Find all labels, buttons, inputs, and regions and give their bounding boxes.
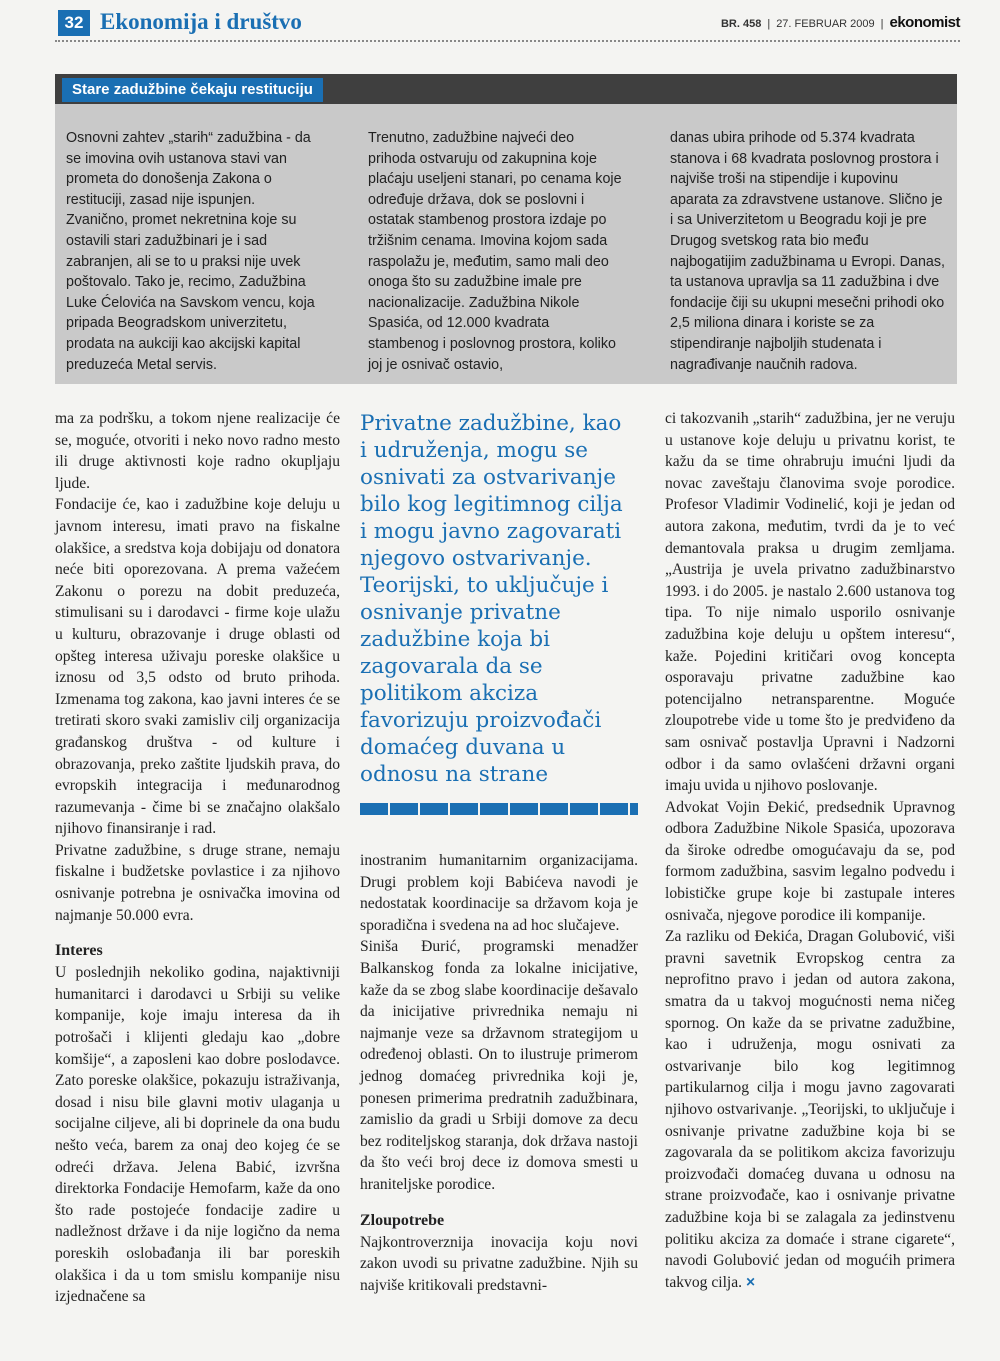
header-rule: [55, 40, 960, 42]
info-box-column-3: [670, 128, 948, 375]
info-box-text: danas ubira prihode od 5.374 kvadrata stanova i 68 kvadrata poslovnog prostora i najviše troši na stipendije i kupovinu aparata za zdravstvene ustanove. Slično je i sa Univerzitetom u Beogradu koji je pre Drugog svetskog rata bio među najbogatijim zadužbinama u Evropi. Danas, ta ustanova upravlja sa 11 zadužbina i dve fondacije čiji su ukupni mesečni prihodi oko 2,5 miliona dinara i koriste se za stipendiranje najboljih studenata i nagrađivanje naučnih radova.: [670, 130, 945, 373]
pull-quote: Privatne zadužbine, kao i udruženja, mogu se osnivati za ostvarivanje bilo kog legitimnog cilja i mogu javno zagovarati njegovo ostvarivanje. Teorijski, to uključuje i osnivanje privatne zadužbine koja bi zagovarala da se politikom akciza favorizuju proizvođači domaćeg duvana u odnosu na strane: [360, 411, 623, 787]
paragraph: Advokat Vojin Đekić, predsednik Upravnog odbora Zadužbine Nikole Spasića, upozorava da široke odredbe omogućavaju da se, pod formom zadužbina, sasvim legalno podvedu i lobističke grupe koje bi zastupale interes osnivača, njegove porodice ili kompanije.: [665, 798, 955, 924]
info-box-text: Trenutno, zadužbine najveći deo prihoda ostvaruju od zakupnina koje plaćaju useljeni stanari, po cenama koje određuje država, dok se poslovni i ostatak stambenog prostora izdaje po tržišnim cenama. Imovina kojom sada raspolažu je, međutim, samo mali deo onoga što su zadužbine imale pre nacionalizacije. Zadužbina Nikole Spasića, od 12.000 kvadrata stambenog i poslovnog prostora, koliko joj je osnivač ostavio,: [368, 130, 622, 373]
issue-number: BR. 458: [720, 18, 762, 30]
page-number: 32: [58, 10, 90, 36]
article-column-1: [55, 408, 340, 1308]
magazine-logo: ekonomist: [889, 14, 960, 31]
paragraph: U poslednjih nekoliko godina, najaktivniji humanitarci i darodavci u Srbiji su velike kompanije, koje imaju interesa da ih potrošači i klijenti gledaju kao „dobre komšije“, a zaposleni kao dobre poslodavce. Zato poreske olakšice, pokazuju istraživanja, dosad i nisu bile glavni motiv ulaganja u socijalne ciljeve, ali bi doprinele da ona budu nešto veća, barem za onaj deo kojeg će se odreći država. Jelena Babić, izvršna direktorka Fondacije Hemofarm, kaže da ono što rade postojeće fondacije zadire u nadležnost države i da nije logično da nema poreskih oslobađanja ili bar poreskih olakšica i da u tom smislu kompanije nisu izjednačene sa: [55, 964, 340, 1306]
paragraph-text: Za razliku od Đekića, Dragan Golubović, viši pravni savetnik Evropskog centra za neprofitno pravo i jedan od autora zakona, smatra da u takvoj mogućnosti nema ničeg spornog. On kaže da se privatne zadužbine, kao i udruženja, mogu osnivati za ostvarivanje bilo kog legitimnog partikularnog cilja i mogu javno zagovarati njihovo ostvarivanje. „Teorijski, to uključuje i osnivanje privatne zadužbine koja bi se zagovarala da se politikom akciza favorizuju proizvođači domaćeg duvana u odnosu na strane proizvođače, kao i osnivanje privatne zadužbine koja bi se zalagala za jedinstvenu politiku akciza za domaće i strane cigarete“, navodi Golubović jedan od mogućih primera takvog cilja.: [665, 928, 955, 1291]
subheading-zloupotrebe: Zloupotrebe: [360, 1211, 445, 1229]
issue-info: BR. 458 | 27. FEBRUAR 2009 | ekonomist: [720, 14, 960, 31]
paragraph: ma za podršku, a tokom njene realizacije će se, moguće, otvoriti i neko novo radno mesto ili druge aktivnosti koje radno okupljaju ljude.: [55, 410, 340, 492]
paragraph: Fondacije će, kao i zadužbine koje deluju u javnom interesu, imati pravo na fiskalne olakšice, a sredstva koja dobijaju od donatora neće biti oporezovana. A prema važećem Zakonu o porezu na dobit preduzeća, stimulisani su i darodavci - firme koje ulažu u kulturu, obrazovanje i druge oblasti od opšteg interesa uživaju poreske olakšice u iznosu od 3,5 odsto od bruto prihoda. Izmenama tog zakona, kao javni interes će se tretirati skoro svaki zamisliv cilj organizacija građanskog društva - od kulture i obrazovanja, preko zaštite ljudskih prava, do evropskih integracija i međunarodnog razumevanja - čime bi se značajno olakšalo njihovo finansiranje i rad.: [55, 496, 340, 838]
end-mark-icon: ×: [745, 1273, 756, 1291]
paragraph: Siniša Đurić, programski menadžer Balkanskog fonda za lokalne inicijative, kaže da se zbog slabe koordinacije dešavalo da inicijative privrednika nemaju ni najmanje veze sa državnom strategijom u određenoj oblasti. On to ilustruje primerom jednog domaćeg privrednika koji je, ponesen primerima predratnih zadužbinara, zamislio da gradi u Srbiji domove za decu bez roditeljskog staranja, dok država nastoji da što veći broj dece iz domova smesti u hraniteljske porodice.: [360, 938, 638, 1193]
section-title: Ekonomija i društvo: [100, 9, 302, 34]
paragraph: [665, 926, 955, 1293]
article-column-3: [665, 408, 955, 1293]
paragraph: Privatne zadužbine, s druge strane, nemaju fiskalne i budžetske povlastice i za njihovo osnivanje potrebna je osnivačka imovina od najmanje 50.000 evra.: [55, 841, 340, 924]
pull-quote-divider: [360, 803, 638, 815]
paragraph: inostranim humanitarnim organizacijama. Drugi problem koji Babićeva navodi je nedostatak koordinacije sa državom koja je sporadična i svedena na ad hoc slučajeve.: [360, 852, 638, 934]
info-box-title: Stare zadužbine čekaju restituciju: [62, 78, 323, 102]
info-box-column-1: [66, 128, 321, 375]
paragraph: Najkontroverznija inovacija koju novi zakon uvodi su privatne zadužbine. Njih su najviše kritikovali predstavni-: [360, 1233, 638, 1294]
paragraph: ci takozvanih „starih“ zadužbina, jer ne veruju u ustanove koje deluju u privatnu korist, te kažu da se time ohrabruju imućni ljudi da novac zaveštaju članovima svoje porodice. Profesor Vladimir Vodinelić, koji je jedan od autora zakona, međutim, tvrdi da je to već demantovala praksa u drugim zemljama. „Austrija je uvela privatno zadužbinarstvo 1993. i do 2005. je nastalo 2.600 ustanova tog tipa. To nije nimalo usporilo osnivanje zadužbina koje deluju u opštem interesu“, kaže. Pojedini kritičari ovog koncepta osporavaju privatne zadužbine kao potencijalno netransparentne. Moguće zloupotrebe vide u tome što je predviđeno da sam osnivač postavlja Upravni i Nadzorni odbor i da samo ovlašćeni državni organi imaju uvida u njihovo poslovanje.: [665, 410, 955, 795]
issue-date: 27. FEBRUAR 2009: [776, 18, 875, 30]
info-box-column-2: [368, 128, 623, 375]
subheading-interes: Interes: [55, 942, 103, 960]
info-box-text: Osnovni zahtev „starih“ zadužbina - da se imovina ovih ustanova stavi van prometa do donošenja Zakona o restituciji, zasad nije ispunjen. Zvanično, promet nekretnina koje su ostavili stari zadužbinari je i sad zabranjen, ali se to u praksi nije uvek poštovalo. Tako je, recimo, Zadužbina Luke Ćelovića na Savskom vencu, koja pripada Beogradskom univerzitetu, prodata na aukciji kao akcijski kapital preduzeća Metal servis.: [66, 130, 315, 373]
article-column-2: [360, 850, 638, 1296]
